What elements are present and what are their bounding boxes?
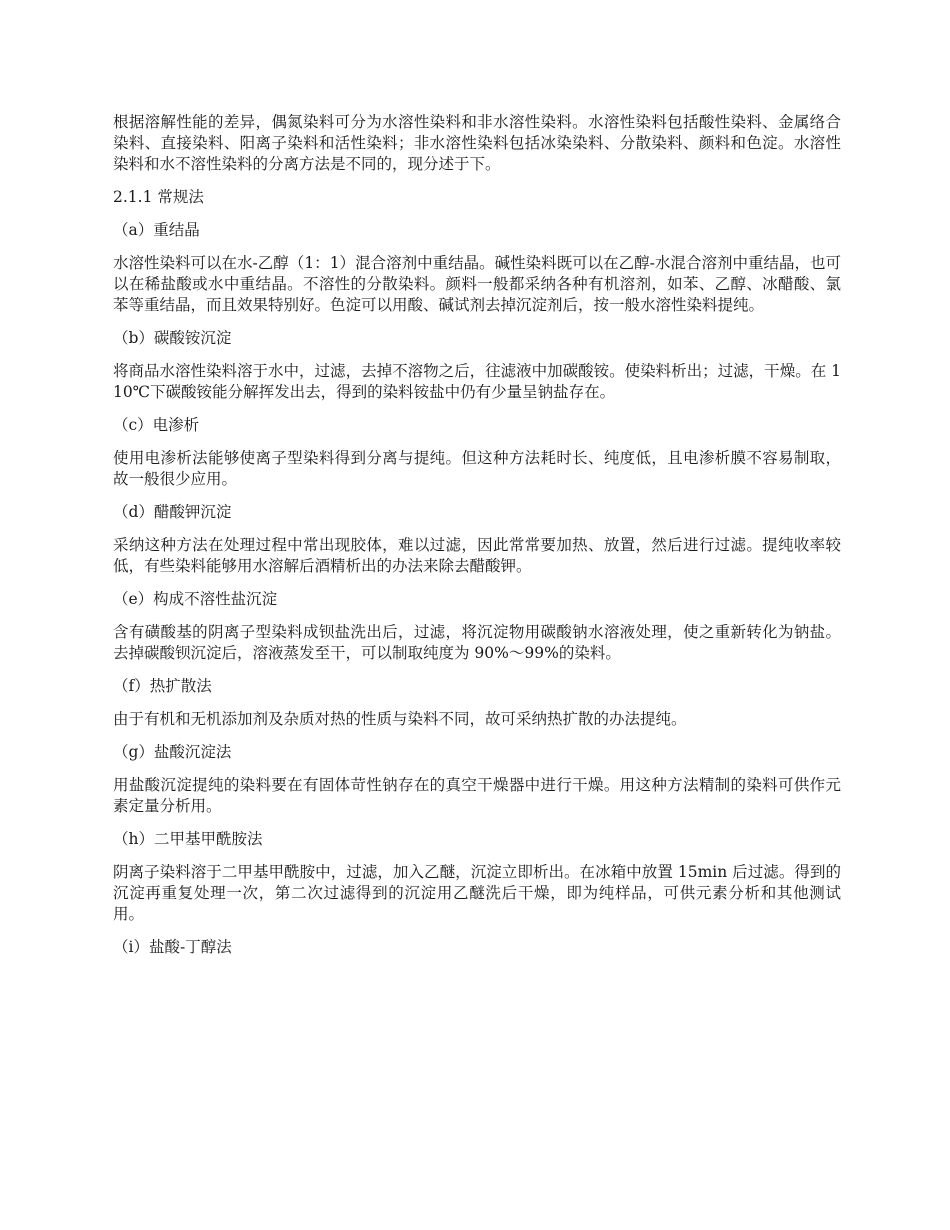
method-d-heading: （d）醋酸钾沉淀	[113, 503, 232, 521]
method-e-paragraph: 含有磺酸基的阴离子型染料成钡盐洗出后，过滤，将沉淀物用碳酸钠水溶液处理，使之重新转化为钠盐。去掉碳酸钡沉淀后，溶液蒸发至干，可以制取纯度为 90%～99%的染料。	[113, 623, 841, 662]
method-a-heading: （a）重结晶	[113, 221, 200, 239]
method-h-paragraph: 阴离子染料溶于二甲基甲酰胺中，过滤，加入乙醚，沉淀立即析出。在冰箱中放置 15min 后过滤。得到的沉淀再重复处理一次，第二次过滤得到的沉淀用乙醚洗后干燥，即为纯样品，可供元素分析和其他测试用。	[113, 863, 841, 923]
method-f-paragraph: 由于有机和无机添加剂及杂质对热的性质与染料不同，故可采纳热扩散的办法提纯。	[113, 710, 687, 728]
method-c-heading: （c）电渗析	[113, 416, 200, 434]
method-a-paragraph: 水溶性染料可以在水-乙醇（1：1）混合溶剂中重结晶。碱性染料既可以在乙醇-水混合溶剂中重结晶，也可以在稀盐酸或水中重结晶。不溶性的分散染料。颜料一般都采纳各种有机溶剂，如苯、乙醇、冰醋酸、氯苯等重结晶，而且效果特别好。色淀可以用酸、碱试剂去掉沉淀剂后，按一般水溶性染料提纯。	[113, 254, 841, 314]
method-g-heading: （g）盐酸沉淀法	[113, 743, 232, 761]
method-c-paragraph: 使用电渗析法能够使离子型染料得到分离与提纯。但这种方法耗时长、纯度低，且电渗析膜不容易制取，故一般很少应用。	[113, 449, 841, 488]
method-i-heading: （i）盐酸-丁醇法	[113, 938, 232, 956]
method-e-heading: （e）构成不溶性盐沉淀	[113, 590, 278, 608]
method-g-paragraph: 用盐酸沉淀提纯的染料要在有固体苛性钠存在的真空干燥器中进行干燥。用这种方法精制的染料可供作元素定量分析用。	[113, 776, 841, 815]
method-f-heading: （f）热扩散法	[113, 677, 212, 695]
method-d-paragraph: 采纳这种方法在处理过程中常出现胶体，难以过滤，因此常常要加热、放置，然后进行过滤。提纯收率较低，有些染料能够用水溶解后酒精析出的办法来除去醋酸钾。	[113, 536, 841, 575]
method-b-heading: （b）碳酸铵沉淀	[113, 329, 232, 347]
section-heading: 2.1.1 常规法	[113, 188, 204, 206]
method-b-paragraph: 将商品水溶性染料溶于水中，过滤，去掉不溶物之后，往滤液中加碳酸铵。使染料析出；过滤，干燥。在 110℃下碳酸铵能分解挥发出去，得到的染料铵盐中仍有少量呈钠盐存在。	[113, 362, 841, 401]
method-h-heading: （h）二甲基甲酰胺法	[113, 830, 263, 848]
document-page	[113, 112, 841, 970]
intro-paragraph: 根据溶解性能的差异，偶氮染料可分为水溶性染料和非水溶性染料。水溶性染料包括酸性染料、金属络合染料、直接染料、阳离子染料和活性染料；非水溶性染料包括冰染染料、分散染料、颜料和色淀。水溶性染料和水不溶性染料的分离方法是不同的，现分述于下。	[113, 113, 841, 173]
